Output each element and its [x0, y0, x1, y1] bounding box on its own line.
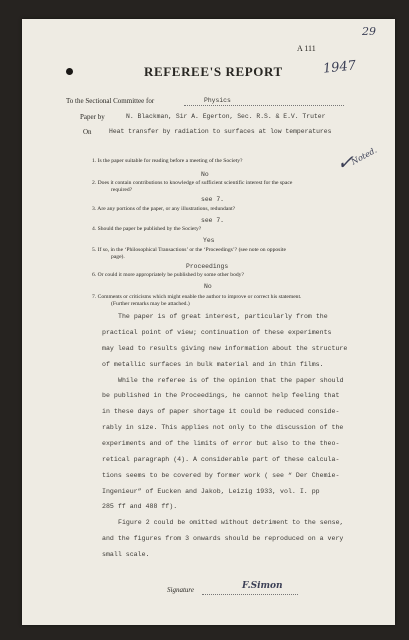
- question-4: 4. Should the paper be published by the Society?: [92, 226, 202, 232]
- comment-line: Ingenieur” of Eucken and Jakob, Leizig 1933, vol. I. pp: [102, 488, 320, 495]
- answer-1: No: [201, 171, 209, 178]
- comment-line: 285 ff and 488 ff).: [102, 503, 178, 510]
- question-2-cont: required?: [111, 187, 133, 193]
- signature-label: Signature: [167, 586, 194, 594]
- paper-by-label: Paper by: [80, 113, 105, 121]
- comment-line: While the referee is of the opinion that the paper should: [118, 377, 344, 384]
- comment-line: and the figures from 3 onwards should be reproduced on a very: [102, 535, 344, 542]
- question-1: 1. Is the paper suitable for reading before a meeting of the Society?: [92, 158, 243, 164]
- report-title: REFEREE'S REPORT: [144, 64, 283, 79]
- committee-dotted-line: [184, 105, 344, 106]
- answer-2: see 7.: [201, 196, 225, 203]
- answer-6: No: [204, 283, 212, 290]
- comment-line: Figure 2 could be omitted without detriment to the sense,: [118, 519, 344, 526]
- question-6: 6. Or could it more appropriately be published by some other body?: [92, 272, 244, 278]
- question-3: 3. Are any portions of the paper, or any illustrations, redundant?: [92, 206, 236, 212]
- answer-4: Yes: [203, 237, 215, 244]
- punch-hole: [66, 68, 73, 75]
- question-2: 2. Does it contain contributions to knowledge of sufficient scientific interest for the space: [92, 180, 293, 186]
- comment-line: small scale.: [102, 551, 150, 558]
- comment-line: tions seems to be covered by former work ( see “ Der Chemie-: [102, 472, 340, 479]
- question-5: 5. If so, in the ‘Philosophical Transactions’ or the ‘Proceedings’? (see note on opposite: [92, 247, 286, 253]
- comment-line: The paper is of great interest, particularly from the: [118, 313, 328, 320]
- question-7: 7. Comments or criticisms which might enable the author to improve or correct his statement.: [92, 294, 302, 300]
- question-7-cont: (Further remarks may be attached.): [111, 301, 190, 307]
- signature-handwritten: F.Simon: [242, 581, 283, 591]
- year-handwritten: 1947: [322, 58, 357, 77]
- question-5-cont: page).: [111, 254, 125, 260]
- answer-3: see 7.: [201, 217, 225, 224]
- checkmark-icon: ✓: [337, 150, 354, 174]
- to-committee-label: To the Sectional Committee for: [66, 97, 155, 105]
- comment-line: in these days of paper shortage it could be reduced conside-: [102, 408, 340, 415]
- comment-line: rably in size. This applies not only to the discussion of the: [102, 424, 344, 431]
- comment-line: retical paragraph (4). A considerable part of these calcula-: [102, 456, 340, 463]
- subject-value: Heat transfer by radiation to surfaces at low temperatures: [109, 128, 332, 135]
- comment-line: practical point of view; continuation of these experiments: [102, 329, 332, 336]
- comment-line: be published in the Proceedings, he cannot help feeling that: [102, 392, 340, 399]
- on-label: On: [83, 128, 92, 136]
- answer-5: Proceedings: [186, 263, 229, 270]
- page-number: 29: [362, 25, 376, 38]
- signature-dotted-line: [202, 594, 298, 595]
- committee-value: Physics: [204, 97, 231, 104]
- authors-value: N. Blackman, Sir A. Egerton, Sec. R.S. & E.V. Truter: [126, 113, 326, 120]
- comment-line: may lead to results giving new information about the structure: [102, 345, 348, 352]
- comment-line: experiments and of the limits of error but also to the theo-: [102, 440, 340, 447]
- reference-number: A 111: [297, 44, 316, 53]
- comment-line: of metallic surfaces in bulk material and in thin films.: [102, 361, 324, 368]
- margin-note: Noted.: [349, 145, 379, 167]
